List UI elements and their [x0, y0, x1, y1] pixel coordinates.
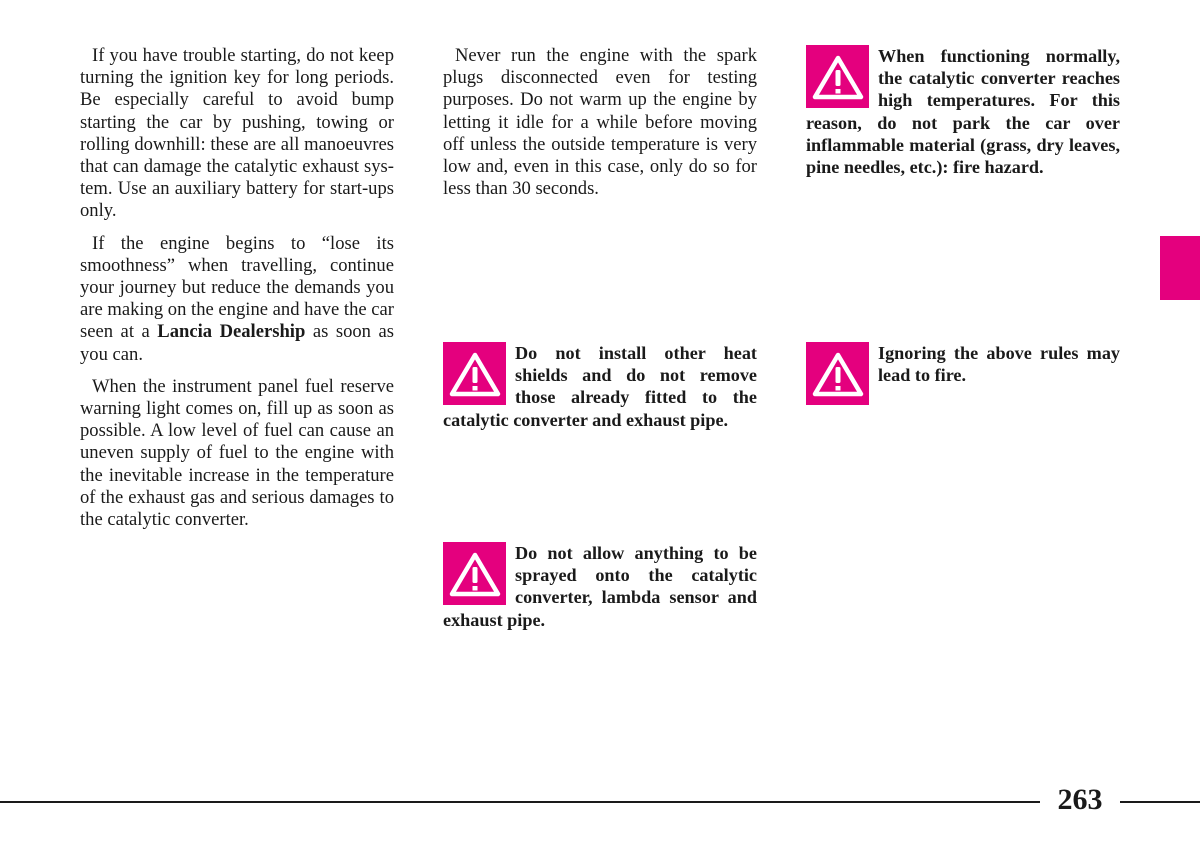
- paragraph-lose-smoothness-tail: as soon as you can.: [80, 321, 394, 365]
- warning-heat-shields-text: Do not install other heat shields and do not remove those already fitted to the catalytic converter and exhaust pipe.: [443, 343, 757, 430]
- warning-triangle-icon: [443, 342, 506, 405]
- left-column: [80, 45, 394, 541]
- warning-fire-hazard-text: When functioning normally, the catalytic converter reaches high temperatures. For this reason, do not park the car over inflammable material (grass, dry leaves, pine needles, etc.): fire hazard.: [806, 46, 1120, 178]
- section-thumb-tab: [1160, 236, 1200, 300]
- footer-rule-right: [1120, 801, 1200, 803]
- warning-fire-hazard: [806, 45, 1120, 178]
- paragraph-trouble-starting: If you have trouble starting, do not keep turning the ignition key for long periods. Be especially careful to avoid bump starting the car by pushing, towing or rolling downhill: these are all manoeuvres that can damage the catalytic exhaust system. Use an auxiliary battery for start-ups only.: [80, 45, 394, 222]
- footer-rule-left: [0, 801, 1040, 803]
- lancia-dealership-label: Lancia Dealership: [157, 321, 306, 343]
- paragraph-lose-smoothness: [80, 233, 394, 366]
- warning-triangle-icon: [806, 45, 869, 108]
- warning-spray-text: Do not allow anything to be sprayed onto the catalytic converter, lambda sensor and exhaust pipe.: [443, 543, 757, 630]
- warning-triangle-icon: [443, 542, 506, 605]
- paragraph-spark-plugs: Never run the engine with the spark plugs disconnected even for testing purposes. Do not warm up the engine by letting it idle for a while before moving off unless the outside temperature is very low and, even in this case, only do so for less than 30 seconds.: [443, 45, 757, 200]
- warning-heat-shields: [443, 342, 757, 431]
- warning-spray: [443, 542, 757, 631]
- paragraph-lose-smoothness-text: If the engine begins to “lose its smoothness” when travelling, continue your journey but reduce the demands you are making on the engine and have the car seen at a: [80, 232, 394, 343]
- warning-triangle-icon: [806, 342, 869, 405]
- middle-column: [443, 45, 757, 210]
- warning-ignoring-rules-text: Ignoring the above rules may lead to fire.: [878, 343, 1120, 386]
- page-number: 263: [1057, 783, 1103, 816]
- warning-ignoring-rules: [806, 342, 1120, 405]
- paragraph-fuel-reserve: When the instrument panel fuel reserve warning light comes on, fill up as soon as possible. A low level of fuel can cause an uneven supply of fuel to the engine with the inevitable increase in the temperature of the exhaust gas and serious damages to the catalytic converter.: [80, 375, 394, 531]
